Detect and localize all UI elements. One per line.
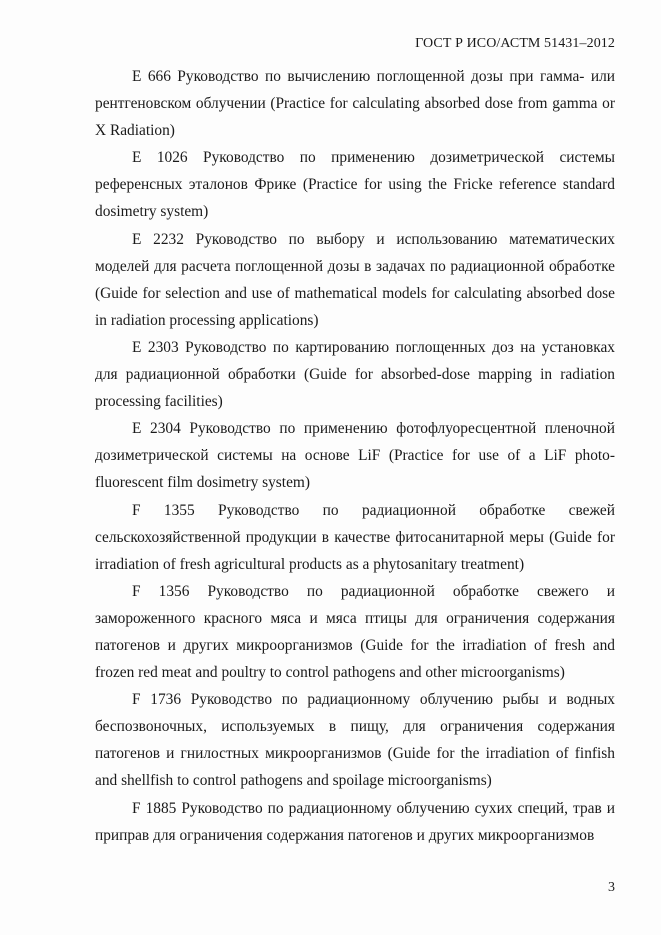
reference-entry: F 1736 Руководство по радиационному облучению рыбы и водных беспозвоночных, используемых в пищу, для ограничения содержания патогенов и гнилостных микроорганизмов (Guide for the irradiation of finfish and shellfish to control pathogens and spoilage microorganisms)	[95, 691, 615, 790]
reference-entry: E 2232 Руководство по выбору и использованию математических моделей для расчета поглощенной дозы в задачах по радиационной обработке (Guide for selection and use of mathematical models for calculating absorbed dose in radiation processing applications)	[95, 230, 615, 329]
reference-entry: E 2304 Руководство по применению фотофлуоресцентной пленочной дозиметрической системы на основе LiF (Practice for use of a LiF photo-fluorescent film dosimetry system)	[95, 420, 615, 492]
reference-entry: F 1355 Руководство по радиационной обработке свежей сельскохозяйственной продукции в качестве фитосанитарной меры (Guide for irradiation of fresh agricultural products as a phytosanitary treatment)	[95, 501, 615, 573]
reference-entry: E 2303 Руководство по картированию поглощенных доз на установках для радиационной обработки (Guide for absorbed-dose mapping in radiation processing facilities)	[95, 338, 615, 411]
reference-list	[95, 63, 615, 849]
reference-entry: E 1026 Руководство по применению дозиметрической системы референсных эталонов Фрике (Practice for using the Fricke reference standard dosimetry system)	[95, 149, 615, 221]
page-number: 3	[608, 880, 615, 895]
reference-entry: E 666 Руководство по вычислению поглощенной дозы при гамма- или рентгеновском облучении (Practice for calculating absorbed dose from gamma or X Radiation)	[95, 68, 615, 140]
standard-header: ГОСТ Р ИСО/АСТМ 51431–2012	[415, 36, 615, 51]
reference-entry: F 1885 Руководство по радиационному облучению сухих специй, трав и приправ для ограничения содержания патогенов и других микроорганизмов	[95, 799, 615, 844]
reference-entry: F 1356 Руководство по радиационной обработке свежего и замороженного красного мяса и мяса птицы для ограничения содержания патогенов и других микроорганизмов (Guide for the irradiation of fresh and frozen red meat and poultry to control pathogens and other microorganisms)	[95, 582, 615, 682]
